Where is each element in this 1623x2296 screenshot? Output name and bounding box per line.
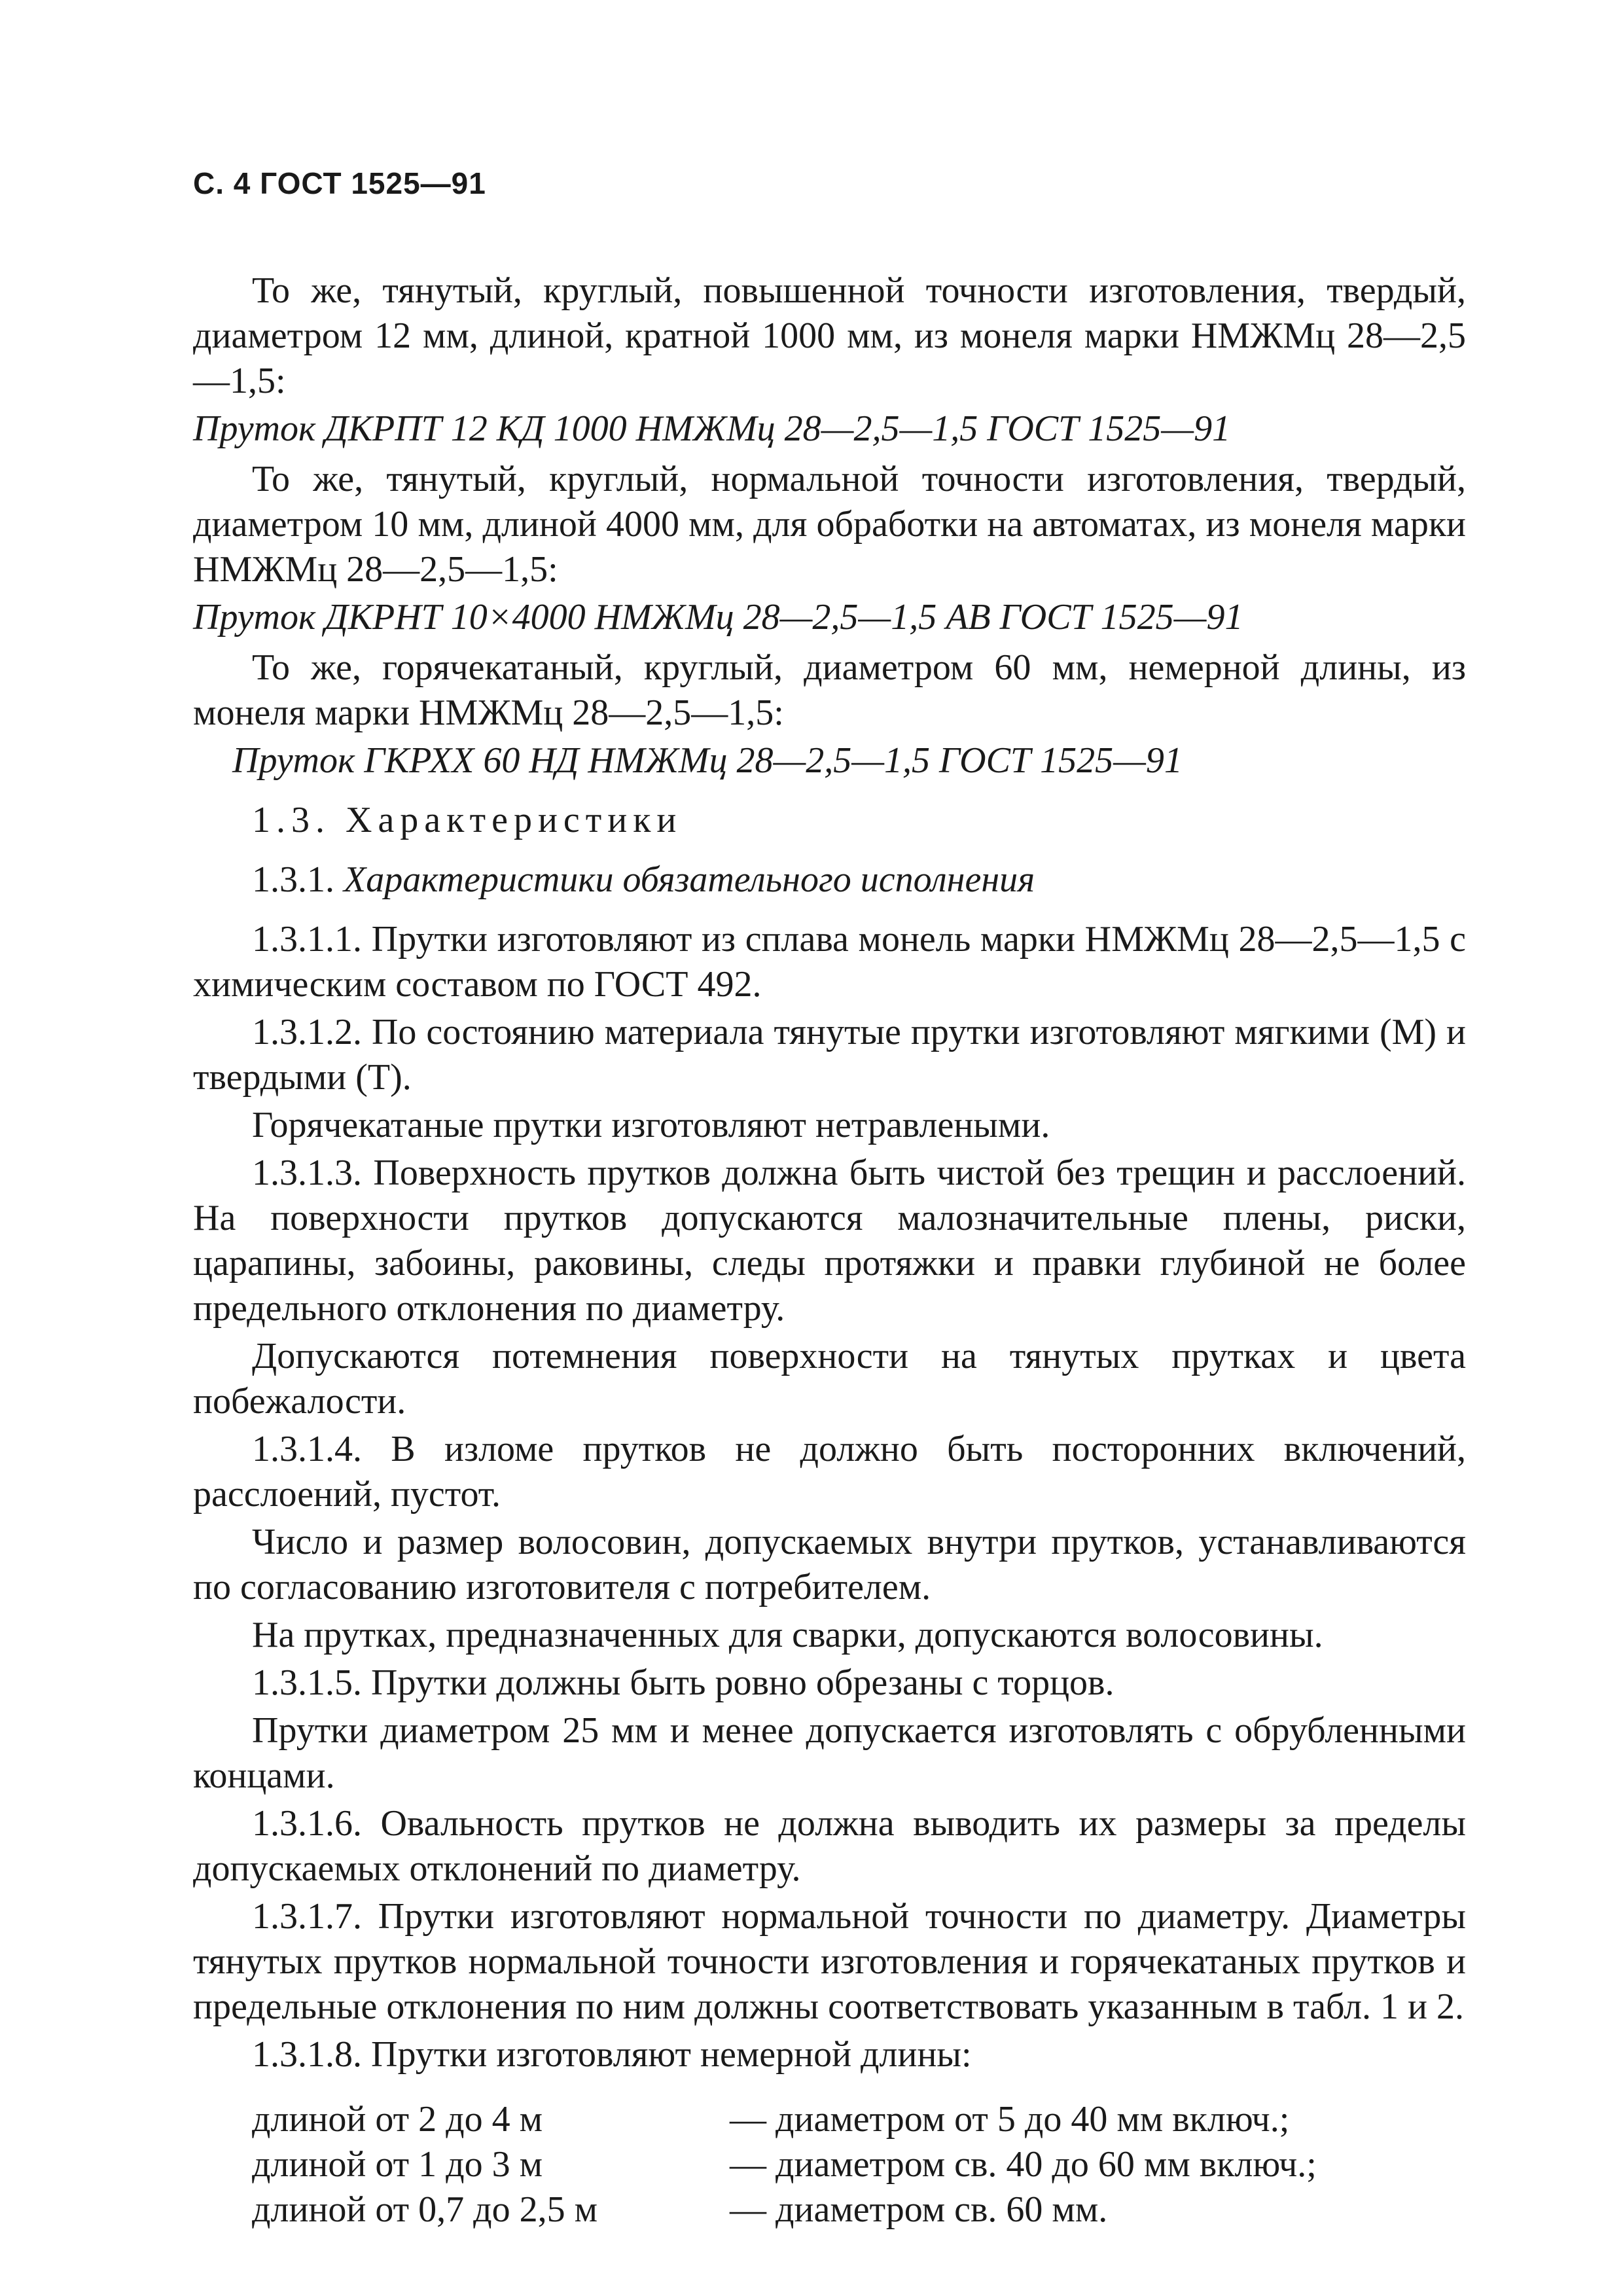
clause-1-3-1-4-note-1: Число и размер волосовин, допускаемых внутри прутков, устанавливаются по согласованию изготовителя с потребителем. <box>193 1522 1466 1607</box>
subsection-number: 1.3.1. <box>252 859 334 900</box>
clause-1-3-1-7: 1.3.1.7. Прутки изготовляют нормальной точности по диаметру. Диаметры тянутых прутков нормальной точности изготовления и горячекатаных прутков и предельные отклонения по ним должны соответствовать указанным в табл. 1 и 2. <box>193 1896 1466 2027</box>
length-range: длиной от 2 до 4 м <box>252 2099 543 2140</box>
diameter-range: — диаметром св. 60 мм. <box>730 2189 1108 2230</box>
document-page <box>193 164 1466 2233</box>
clause-1-3-1-4: 1.3.1.4. В изломе прутков не должно быть посторонних включений, расслоений, пустот. <box>193 1429 1466 1515</box>
clause-1-3-1-1: 1.3.1.1. Прутки изготовляют из сплава монель марки НМЖМц 28—2,5—1,5 с химическим составом по ГОСТ 492. <box>193 919 1466 1005</box>
diameter-range: — диаметром от 5 до 40 мм включ.; <box>730 2099 1290 2140</box>
list-item <box>252 2187 1466 2233</box>
clause-1-3-1-2: 1.3.1.2. По состоянию материала тянутые прутки изготовляют мягкими (М) и твердыми (Т). <box>193 1012 1466 1098</box>
designation-example-1: Пруток ДКРПТ 12 КД 1000 НМЖМц 28—2,5—1,5 ГОСТ 1525—91 <box>193 408 1231 449</box>
diameter-range: — диаметром св. 40 до 60 мм включ.; <box>730 2144 1317 2185</box>
designation-example-3: Пруток ГКРХХ 60 НД НМЖМц 28—2,5—1,5 ГОСТ 1525—91 <box>232 740 1183 781</box>
page-header: С. 4 ГОСТ 1525—91 <box>193 166 486 200</box>
clause-1-3-1-2-note: Горячекатаные прутки изготовляют нетравлеными. <box>252 1105 1050 1145</box>
clause-1-3-1-3-note: Допускаются потемнения поверхности на тянутых прутках и цвета побежалости. <box>193 1336 1466 1422</box>
designation-example-2: Пруток ДКРНТ 10×4000 НМЖМц 28—2,5—1,5 АВ ГОСТ 1525—91 <box>193 597 1243 637</box>
list-item <box>252 2097 1466 2142</box>
section-heading-characteristics: 1.3. Характеристики <box>252 800 683 840</box>
clause-1-3-1-5: 1.3.1.5. Прутки должны быть ровно обрезаны с торцов. <box>252 1662 1115 1703</box>
clause-1-3-1-5-note: Прутки диаметром 25 мм и менее допускается изготовлять с обрубленными концами. <box>193 1710 1466 1796</box>
subsection-title: Характеристики обязательного исполнения <box>344 859 1035 900</box>
list-item <box>252 2142 1466 2187</box>
paragraph-example-2: То же, тянутый, круглый, нормальной точности изготовления, твердый, диаметром 10 мм, длиной 4000 мм, для обработки на автоматах, из монеля марки НМЖМц 28—2,5—1,5: <box>193 459 1466 590</box>
paragraph-example-3: То же, горячекатаный, круглый, диаметром 60 мм, немерной длины, из монеля марки НМЖМц 28—2,5—1,5: <box>193 647 1466 733</box>
length-list <box>193 2097 1466 2233</box>
clause-1-3-1-4-note-2: На прутках, предназначенных для сварки, допускаются волосовины. <box>252 1615 1323 1655</box>
clause-1-3-1-3: 1.3.1.3. Поверхность прутков должна быть чистой без трещин и расслоений. На поверхности прутков допускаются малозначительные плены, риски, царапины, забоины, раковины, следы протяжки и правки глубиной не более предельного отклонения по диаметру. <box>193 1153 1466 1329</box>
clause-1-3-1-6: 1.3.1.6. Овальность прутков не должна выводить их размеры за пределы допускаемых отклонений по диаметру. <box>193 1803 1466 1889</box>
length-range: длиной от 0,7 до 2,5 м <box>252 2189 598 2230</box>
clause-1-3-1-8: 1.3.1.8. Прутки изготовляют немерной длины: <box>252 2034 972 2075</box>
paragraph-example-1: То же, тянутый, круглый, повышенной точности изготовления, твердый, диаметром 12 мм, длиной, кратной 1000 мм, из монеля марки НМЖМц 28—2,5—1,5: <box>193 270 1466 401</box>
subsection-heading-mandatory <box>193 857 1466 903</box>
length-range: длиной от 1 до 3 м <box>252 2144 543 2185</box>
